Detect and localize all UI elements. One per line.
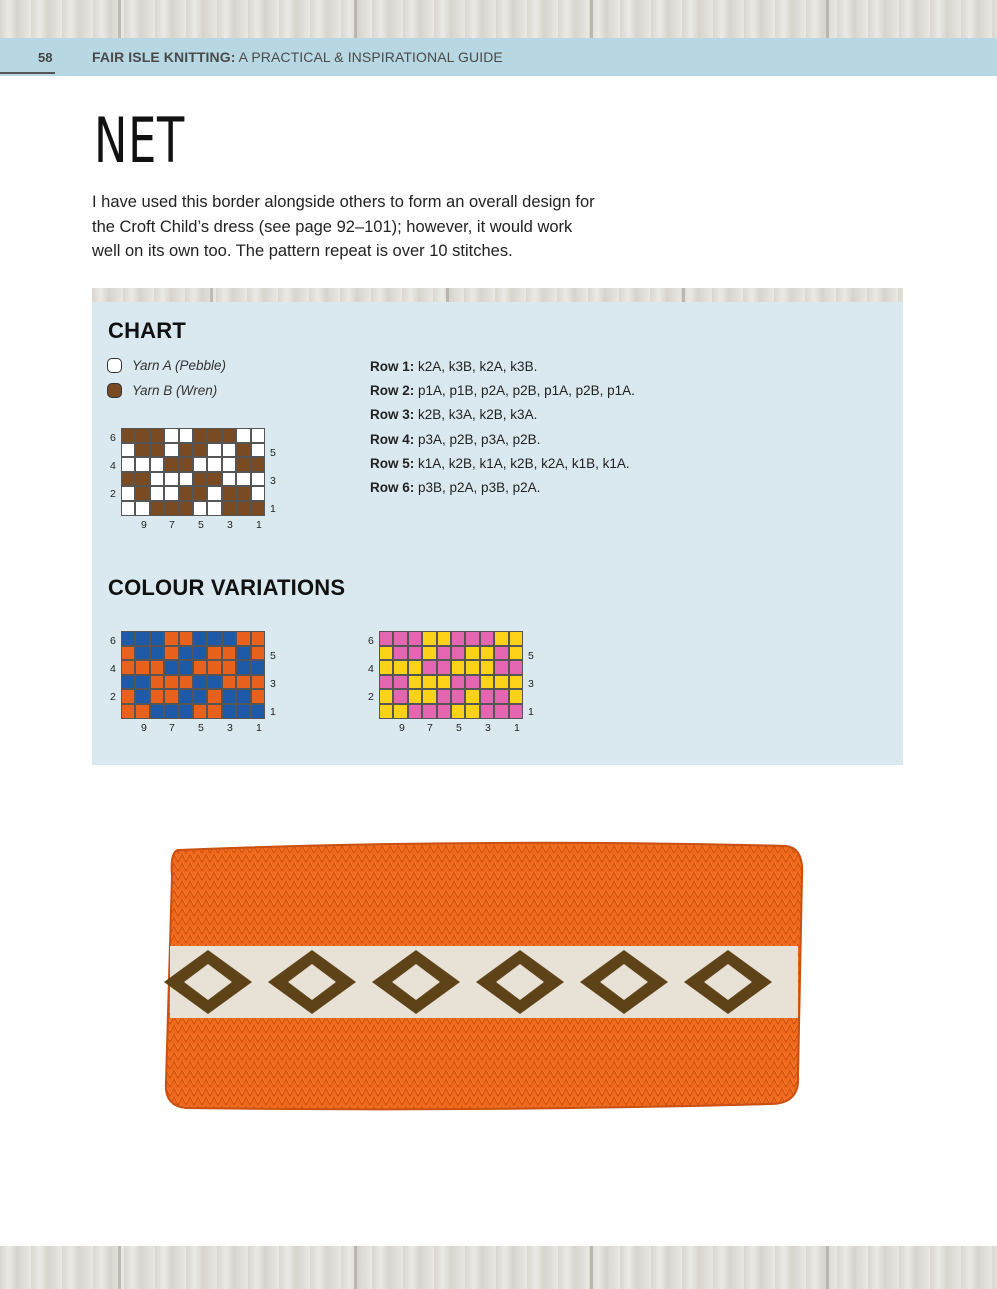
intro-line: well on its own too. The pattern repeat is over 10 stitches. xyxy=(92,242,513,260)
chart-cell xyxy=(379,689,393,704)
chart-cell xyxy=(251,631,265,646)
chart-cell xyxy=(150,689,164,704)
chart-cell xyxy=(135,704,149,719)
legend-yarn-b xyxy=(107,383,217,398)
chart-cell xyxy=(451,704,465,719)
row-instruction xyxy=(370,379,635,403)
chart-cell xyxy=(451,646,465,661)
chart-cell xyxy=(135,675,149,690)
row-instruction xyxy=(370,476,635,500)
row-number-label: 2 xyxy=(110,691,116,703)
chart-cell xyxy=(222,689,236,704)
chart-cell xyxy=(480,704,494,719)
chart-cell xyxy=(236,486,250,501)
row-text: p3A, p2B, p3A, p2B. xyxy=(414,431,541,447)
column-number-label: 5 xyxy=(456,722,462,734)
chart-cell xyxy=(222,631,236,646)
row-number-label: 6 xyxy=(110,432,116,444)
row-number-label: 1 xyxy=(270,503,276,515)
chart-cell xyxy=(164,501,178,516)
chart-cell xyxy=(179,457,193,472)
row-label: Row 2: xyxy=(370,383,415,399)
chart-cell xyxy=(480,646,494,661)
chart-cell xyxy=(179,646,193,661)
column-number-label: 9 xyxy=(141,519,147,531)
chart-cell xyxy=(437,646,451,661)
chart-cell xyxy=(251,675,265,690)
column-number-label: 1 xyxy=(256,722,262,734)
row-number-label: 2 xyxy=(368,691,374,703)
chart-cell xyxy=(179,428,193,443)
running-title xyxy=(92,49,503,65)
chart-cell xyxy=(193,486,207,501)
chart-cell xyxy=(480,631,494,646)
chart-cell xyxy=(494,675,508,690)
chart-cell xyxy=(121,428,135,443)
chart-cell xyxy=(480,689,494,704)
chart-cell xyxy=(509,704,523,719)
chart-cell xyxy=(207,675,221,690)
chart-cell xyxy=(251,646,265,661)
chart-cell xyxy=(207,472,221,487)
chart-cell xyxy=(164,457,178,472)
chart-cell xyxy=(179,660,193,675)
chart-cell xyxy=(393,646,407,661)
row-number-label: 4 xyxy=(110,460,116,472)
row-text: k2A, k3B, k2A, k3B. xyxy=(414,359,538,374)
chart-cell xyxy=(480,675,494,690)
chart-cell xyxy=(465,646,479,661)
chart-cell xyxy=(193,457,207,472)
chart-cell xyxy=(207,704,221,719)
legend-label: Yarn A (Pebble) xyxy=(132,358,227,373)
chart-cell xyxy=(236,472,250,487)
chart-cell xyxy=(121,646,135,661)
row-number-label: 5 xyxy=(270,447,276,459)
row-number-label: 1 xyxy=(270,706,276,718)
colour-variations-heading: COLOUR VARIATIONS xyxy=(108,575,346,600)
chart-cell xyxy=(251,443,265,458)
chart-cell xyxy=(379,631,393,646)
chart-cell xyxy=(393,631,407,646)
row-number-label: 4 xyxy=(368,663,374,675)
chart-cell xyxy=(451,631,465,646)
intro-paragraph xyxy=(92,190,652,264)
chart-cell xyxy=(236,631,250,646)
chart-cell xyxy=(222,443,236,458)
chart-cell xyxy=(251,486,265,501)
column-number-label: 7 xyxy=(169,519,175,531)
chart-cell xyxy=(222,646,236,661)
pink-yellow-chart xyxy=(364,631,544,737)
chart-cell xyxy=(422,660,436,675)
running-title-bold: FAIR ISLE KNITTING: xyxy=(92,49,236,65)
wood-background-bottom xyxy=(0,1246,997,1289)
chart-cell xyxy=(135,646,149,661)
chart-cell xyxy=(121,660,135,675)
row-label: Row 5: xyxy=(370,455,415,471)
chart-cell xyxy=(236,689,250,704)
chart-cell xyxy=(494,689,508,704)
chart-cell xyxy=(465,631,479,646)
chart-cell xyxy=(222,704,236,719)
chart-cell xyxy=(193,472,207,487)
orange-blue-chart xyxy=(106,631,286,737)
chart-cell xyxy=(465,689,479,704)
chart-cell xyxy=(422,675,436,690)
row-number-label: 6 xyxy=(110,635,116,647)
chart-cell xyxy=(164,486,178,501)
row-number-label: 3 xyxy=(270,475,276,487)
chart-cell xyxy=(150,472,164,487)
chart-cell xyxy=(164,675,178,690)
chart-cell xyxy=(193,704,207,719)
chart-cell xyxy=(207,486,221,501)
chart-cell xyxy=(135,689,149,704)
column-number-label: 9 xyxy=(141,722,147,734)
chart-cell xyxy=(193,660,207,675)
column-number-label: 3 xyxy=(227,519,233,531)
chart-cell xyxy=(222,675,236,690)
chart-cell xyxy=(236,443,250,458)
chart-cell xyxy=(179,704,193,719)
legend-label: Yarn B (Wren) xyxy=(132,383,218,398)
row-number-label: 5 xyxy=(528,650,534,662)
column-number-label: 3 xyxy=(227,722,233,734)
chart-cell xyxy=(509,631,523,646)
chart-cell xyxy=(451,675,465,690)
chart-cell xyxy=(164,472,178,487)
chart-cell xyxy=(509,660,523,675)
chart-cell xyxy=(150,428,164,443)
row-instructions xyxy=(370,355,635,500)
row-number-label: 3 xyxy=(528,678,534,690)
column-number-label: 5 xyxy=(198,722,204,734)
chart-cell xyxy=(465,675,479,690)
chart-cell xyxy=(494,646,508,661)
chart-cell xyxy=(193,689,207,704)
chart-cell xyxy=(494,660,508,675)
chart-cell xyxy=(408,675,422,690)
chart-cell xyxy=(193,428,207,443)
chart-cell xyxy=(236,660,250,675)
chart-cell xyxy=(193,631,207,646)
row-number-label: 3 xyxy=(270,678,276,690)
chart-cell xyxy=(207,501,221,516)
chart-cell xyxy=(135,428,149,443)
chart-cell xyxy=(207,428,221,443)
chart-cell xyxy=(179,443,193,458)
chart-cell xyxy=(121,689,135,704)
chart-cell xyxy=(207,457,221,472)
chart-cell xyxy=(437,689,451,704)
chart-cell xyxy=(179,675,193,690)
knitted-swatch-photo xyxy=(158,836,806,1116)
chart-cell xyxy=(480,660,494,675)
chart-cell xyxy=(437,660,451,675)
row-label: Row 3: xyxy=(370,407,415,423)
chart-cell xyxy=(150,704,164,719)
chart-cell xyxy=(494,704,508,719)
main-chart xyxy=(106,428,286,534)
chart-cell xyxy=(422,646,436,661)
chart-cell xyxy=(135,631,149,646)
row-instruction xyxy=(370,452,635,476)
chart-cell xyxy=(164,443,178,458)
chart-cell xyxy=(164,660,178,675)
chart-cell xyxy=(150,646,164,661)
chart-cell xyxy=(135,472,149,487)
row-number-label: 2 xyxy=(110,488,116,500)
chart-cell xyxy=(236,675,250,690)
chart-cell xyxy=(150,443,164,458)
chart-cell xyxy=(207,646,221,661)
chart-cell xyxy=(207,631,221,646)
column-number-label: 9 xyxy=(399,722,405,734)
chart-cell xyxy=(150,486,164,501)
chart-cell xyxy=(135,486,149,501)
row-instruction xyxy=(370,355,635,379)
chart-cell xyxy=(121,457,135,472)
column-number-label: 7 xyxy=(427,722,433,734)
chart-cell xyxy=(251,660,265,675)
page-number-rule xyxy=(0,72,55,74)
row-number-label: 6 xyxy=(368,635,374,647)
chart-cell xyxy=(121,675,135,690)
chart-cell xyxy=(150,675,164,690)
chart-cell xyxy=(121,472,135,487)
chart-cell xyxy=(251,689,265,704)
chart-cell xyxy=(121,501,135,516)
chart-cell xyxy=(135,443,149,458)
chart-cell xyxy=(393,660,407,675)
column-number-label: 3 xyxy=(485,722,491,734)
chart-cell xyxy=(164,689,178,704)
chart-heading: CHART xyxy=(108,318,186,343)
chart-cell xyxy=(408,704,422,719)
chart-cell xyxy=(408,631,422,646)
chart-cell xyxy=(164,428,178,443)
chart-cell xyxy=(121,486,135,501)
intro-line: the Croft Child’s dress (see page 92–101); however, it would work xyxy=(92,217,573,236)
chart-cell xyxy=(509,675,523,690)
wood-background-top xyxy=(0,0,997,38)
chart-cell xyxy=(379,660,393,675)
chart-cell xyxy=(150,631,164,646)
chart-cell xyxy=(236,428,250,443)
page-title: NET xyxy=(94,104,186,177)
chart-cell xyxy=(379,704,393,719)
chart-cell xyxy=(207,660,221,675)
chart-cell xyxy=(179,631,193,646)
chart-cell xyxy=(135,457,149,472)
chart-cell xyxy=(379,675,393,690)
chart-cell xyxy=(207,689,221,704)
chart-cell xyxy=(236,457,250,472)
row-text: p1A, p1B, p2A, p2B, p1A, p2B, p1A. xyxy=(414,383,635,399)
chart-cell xyxy=(222,472,236,487)
chart-cell xyxy=(494,631,508,646)
chart-cell xyxy=(150,660,164,675)
row-instruction xyxy=(370,428,635,452)
row-number-label: 4 xyxy=(110,663,116,675)
row-number-label: 5 xyxy=(270,650,276,662)
chart-cell xyxy=(509,646,523,661)
chart-cell xyxy=(193,646,207,661)
chart-cell xyxy=(408,660,422,675)
chart-cell xyxy=(451,660,465,675)
chart-cell xyxy=(408,689,422,704)
chart-cell xyxy=(422,689,436,704)
chart-cell xyxy=(193,443,207,458)
chart-cell xyxy=(251,472,265,487)
chart-cell xyxy=(251,457,265,472)
chart-cell xyxy=(451,689,465,704)
panel-wood-strip xyxy=(92,288,903,302)
chart-cell xyxy=(393,704,407,719)
column-number-label: 7 xyxy=(169,722,175,734)
chart-cell xyxy=(236,646,250,661)
chart-cell xyxy=(121,704,135,719)
chart-cell xyxy=(509,689,523,704)
chart-cell xyxy=(465,660,479,675)
chart-cell xyxy=(236,704,250,719)
chart-cell xyxy=(408,646,422,661)
chart-cell xyxy=(422,704,436,719)
chart-cell xyxy=(222,428,236,443)
row-label: Row 6: xyxy=(370,480,415,496)
running-title-rest: A PRACTICAL & INSPIRATIONAL GUIDE xyxy=(235,49,503,65)
chart-cell xyxy=(135,660,149,675)
chart-cell xyxy=(164,646,178,661)
row-label: Row 1: xyxy=(370,359,415,374)
chart-cell xyxy=(236,501,250,516)
column-number-label: 1 xyxy=(514,722,520,734)
row-text: k1A, k2B, k1A, k2B, k2A, k1B, k1A. xyxy=(414,455,630,471)
chart-cell xyxy=(150,457,164,472)
chart-cell xyxy=(193,501,207,516)
column-number-label: 1 xyxy=(256,519,262,531)
chart-cell xyxy=(465,704,479,719)
chart-cell xyxy=(179,689,193,704)
chart-cell xyxy=(251,501,265,516)
page-number: 58 xyxy=(38,50,53,65)
column-number-label: 5 xyxy=(198,519,204,531)
row-label: Row 4: xyxy=(370,431,415,447)
row-text: p3B, p2A, p3B, p2A. xyxy=(414,480,541,496)
chart-cell xyxy=(393,689,407,704)
chart-cell xyxy=(164,704,178,719)
chart-cell xyxy=(251,428,265,443)
legend-yarn-a xyxy=(107,358,226,373)
intro-line: I have used this border alongside others to form an overall design for xyxy=(92,193,595,211)
chart-cell xyxy=(222,457,236,472)
yarn-b-swatch xyxy=(107,383,122,398)
chart-cell xyxy=(150,501,164,516)
chart-cell xyxy=(379,646,393,661)
row-instruction xyxy=(370,403,635,427)
chart-cell xyxy=(179,472,193,487)
chart-cell xyxy=(251,704,265,719)
running-header xyxy=(0,38,997,76)
chart-cell xyxy=(193,675,207,690)
chart-cell xyxy=(437,631,451,646)
chart-cell xyxy=(393,675,407,690)
chart-cell xyxy=(222,501,236,516)
chart-cell xyxy=(121,631,135,646)
chart-cell xyxy=(207,443,221,458)
chart-cell xyxy=(179,486,193,501)
chart-cell xyxy=(422,631,436,646)
chart-cell xyxy=(121,443,135,458)
chart-cell xyxy=(222,660,236,675)
chart-cell xyxy=(437,675,451,690)
chart-cell xyxy=(135,501,149,516)
chart-cell xyxy=(179,501,193,516)
row-number-label: 1 xyxy=(528,706,534,718)
yarn-a-swatch xyxy=(107,358,122,373)
row-text: k2B, k3A, k2B, k3A. xyxy=(414,407,538,423)
chart-cell xyxy=(164,631,178,646)
chart-cell xyxy=(437,704,451,719)
chart-cell xyxy=(222,486,236,501)
